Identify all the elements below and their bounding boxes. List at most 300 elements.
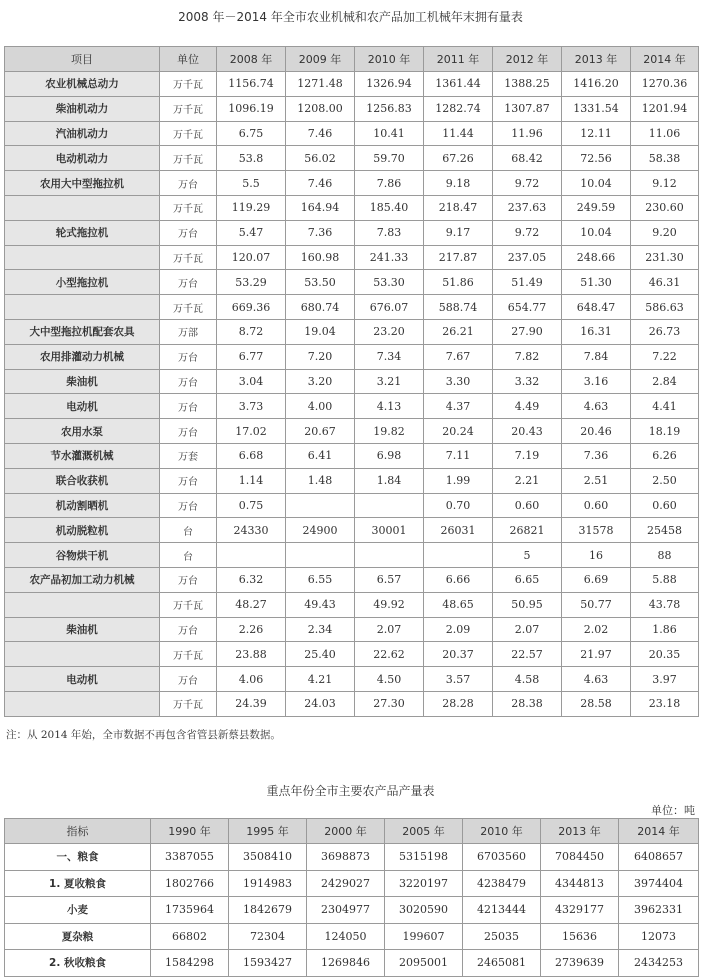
row-label: 轮式拖拉机 <box>5 220 160 245</box>
value-cell: 59.70 <box>355 146 424 171</box>
value-cell: 22.62 <box>355 642 424 667</box>
value-cell: 218.47 <box>424 195 493 220</box>
value-cell: 53.8 <box>217 146 286 171</box>
value-cell: 9.20 <box>631 220 699 245</box>
value-cell: 669.36 <box>217 295 286 320</box>
value-cell: 3.73 <box>217 394 286 419</box>
value-cell: 164.94 <box>286 195 355 220</box>
value-cell: 23.18 <box>631 691 699 716</box>
table-row <box>5 592 699 617</box>
row-label <box>5 642 160 667</box>
unit-cell: 万台 <box>160 394 217 419</box>
value-cell: 9.12 <box>631 171 699 196</box>
unit-cell: 万千瓦 <box>160 121 217 146</box>
value-cell: 9.72 <box>493 171 562 196</box>
column-header: 2010 年 <box>355 47 424 72</box>
value-cell: 11.06 <box>631 121 699 146</box>
value-cell: 53.30 <box>355 270 424 295</box>
value-cell: 1326.94 <box>355 72 424 97</box>
value-cell: 0.60 <box>562 493 631 518</box>
value-cell: 7.19 <box>493 443 562 468</box>
value-cell: 7.36 <box>562 443 631 468</box>
column-header: 2013 年 <box>541 819 619 844</box>
value-cell: 5.88 <box>631 567 699 592</box>
value-cell: 23.20 <box>355 319 424 344</box>
value-cell: 1842679 <box>229 897 307 924</box>
value-cell: 6.32 <box>217 567 286 592</box>
table-row <box>5 72 699 97</box>
crop-output-table <box>4 818 699 977</box>
value-cell: 4238479 <box>463 870 541 897</box>
value-cell: 20.37 <box>424 642 493 667</box>
value-cell: 6.98 <box>355 443 424 468</box>
value-cell: 22.57 <box>493 642 562 667</box>
value-cell: 7.84 <box>562 344 631 369</box>
table-row <box>5 691 699 716</box>
value-cell: 3.21 <box>355 369 424 394</box>
unit-cell: 万千瓦 <box>160 195 217 220</box>
table-row <box>5 923 699 950</box>
row-label: 农用大中型拖拉机 <box>5 171 160 196</box>
value-cell: 160.98 <box>286 245 355 270</box>
row-label: 机动脱粒机 <box>5 518 160 543</box>
value-cell: 20.43 <box>493 419 562 444</box>
value-cell: 7.20 <box>286 344 355 369</box>
value-cell: 1802766 <box>151 870 229 897</box>
table-row <box>5 344 699 369</box>
value-cell: 68.42 <box>493 146 562 171</box>
column-header: 2008 年 <box>217 47 286 72</box>
value-cell: 7084450 <box>541 844 619 871</box>
table-row <box>5 642 699 667</box>
value-cell: 4.00 <box>286 394 355 419</box>
unit-cell: 万台 <box>160 270 217 295</box>
value-cell: 3020590 <box>385 897 463 924</box>
row-label: 夏杂粮 <box>5 923 151 950</box>
table-row <box>5 493 699 518</box>
value-cell: 7.67 <box>424 344 493 369</box>
value-cell: 6.69 <box>562 567 631 592</box>
table-row <box>5 950 699 977</box>
value-cell: 1361.44 <box>424 72 493 97</box>
value-cell: 3.04 <box>217 369 286 394</box>
value-cell: 2304977 <box>307 897 385 924</box>
row-label: 大中型拖拉机配套农具 <box>5 319 160 344</box>
value-cell: 4.50 <box>355 667 424 692</box>
unit-cell: 台 <box>160 518 217 543</box>
value-cell: 6.41 <box>286 443 355 468</box>
table-row <box>5 245 699 270</box>
unit-cell: 万千瓦 <box>160 146 217 171</box>
row-label: 农业机械总动力 <box>5 72 160 97</box>
unit-cell: 万千瓦 <box>160 642 217 667</box>
table2-unit-label: 单位：吨 <box>651 804 695 817</box>
row-label: 谷物烘干机 <box>5 543 160 568</box>
value-cell: 48.65 <box>424 592 493 617</box>
value-cell: 4.13 <box>355 394 424 419</box>
value-cell: 11.96 <box>493 121 562 146</box>
value-cell: 67.26 <box>424 146 493 171</box>
value-cell: 2.07 <box>355 617 424 642</box>
value-cell: 7.22 <box>631 344 699 369</box>
value-cell: 26821 <box>493 518 562 543</box>
value-cell: 2.50 <box>631 468 699 493</box>
value-cell: 3974404 <box>619 870 699 897</box>
value-cell: 19.04 <box>286 319 355 344</box>
value-cell: 248.66 <box>562 245 631 270</box>
value-cell: 1331.54 <box>562 96 631 121</box>
unit-cell: 万千瓦 <box>160 96 217 121</box>
table-row <box>5 394 699 419</box>
value-cell: 5315198 <box>385 844 463 871</box>
value-cell: 28.28 <box>424 691 493 716</box>
value-cell: 0.60 <box>493 493 562 518</box>
row-label: 柴油机动力 <box>5 96 160 121</box>
value-cell: 9.17 <box>424 220 493 245</box>
value-cell: 28.38 <box>493 691 562 716</box>
row-label: 小麦 <box>5 897 151 924</box>
value-cell <box>424 543 493 568</box>
table1-header-row <box>5 47 699 72</box>
unit-cell: 万台 <box>160 344 217 369</box>
value-cell: 20.67 <box>286 419 355 444</box>
row-label: 节水灌溉机械 <box>5 443 160 468</box>
value-cell: 2.26 <box>217 617 286 642</box>
value-cell: 24.03 <box>286 691 355 716</box>
column-header: 2000 年 <box>307 819 385 844</box>
value-cell: 58.38 <box>631 146 699 171</box>
value-cell: 1201.94 <box>631 96 699 121</box>
value-cell: 2434253 <box>619 950 699 977</box>
value-cell: 15636 <box>541 923 619 950</box>
unit-cell: 万台 <box>160 419 217 444</box>
unit-cell: 万台 <box>160 617 217 642</box>
value-cell <box>355 543 424 568</box>
value-cell: 1156.74 <box>217 72 286 97</box>
row-label: 农用水泵 <box>5 419 160 444</box>
value-cell: 7.83 <box>355 220 424 245</box>
unit-cell: 万部 <box>160 319 217 344</box>
table-row <box>5 617 699 642</box>
value-cell: 4213444 <box>463 897 541 924</box>
table-row <box>5 96 699 121</box>
value-cell: 648.47 <box>562 295 631 320</box>
value-cell: 1.84 <box>355 468 424 493</box>
value-cell: 50.95 <box>493 592 562 617</box>
unit-cell: 万台 <box>160 493 217 518</box>
value-cell: 231.30 <box>631 245 699 270</box>
value-cell: 6703560 <box>463 844 541 871</box>
value-cell: 24.39 <box>217 691 286 716</box>
value-cell: 31578 <box>562 518 631 543</box>
table2-header-row <box>5 819 699 844</box>
value-cell: 6.55 <box>286 567 355 592</box>
value-cell: 16 <box>562 543 631 568</box>
value-cell: 0.75 <box>217 493 286 518</box>
value-cell: 9.72 <box>493 220 562 245</box>
value-cell: 3962331 <box>619 897 699 924</box>
value-cell: 1307.87 <box>493 96 562 121</box>
table-row <box>5 518 699 543</box>
value-cell: 2.09 <box>424 617 493 642</box>
value-cell: 2.51 <box>562 468 631 493</box>
value-cell: 8.72 <box>217 319 286 344</box>
value-cell: 1735964 <box>151 897 229 924</box>
table-row <box>5 870 699 897</box>
value-cell: 24900 <box>286 518 355 543</box>
table-row <box>5 295 699 320</box>
value-cell: 20.35 <box>631 642 699 667</box>
value-cell: 26031 <box>424 518 493 543</box>
value-cell: 2.21 <box>493 468 562 493</box>
row-label: 汽油机动力 <box>5 121 160 146</box>
value-cell: 676.07 <box>355 295 424 320</box>
value-cell: 10.04 <box>562 220 631 245</box>
table-row <box>5 667 699 692</box>
value-cell: 56.02 <box>286 146 355 171</box>
unit-cell: 万台 <box>160 468 217 493</box>
row-label: 农用排灌动力机械 <box>5 344 160 369</box>
value-cell: 6.77 <box>217 344 286 369</box>
value-cell: 7.86 <box>355 171 424 196</box>
value-cell: 3.16 <box>562 369 631 394</box>
column-header: 2014 年 <box>631 47 699 72</box>
value-cell: 3220197 <box>385 870 463 897</box>
value-cell: 18.19 <box>631 419 699 444</box>
value-cell: 23.88 <box>217 642 286 667</box>
column-header: 指标 <box>5 819 151 844</box>
value-cell: 586.63 <box>631 295 699 320</box>
row-label: 电动机 <box>5 667 160 692</box>
value-cell: 4329177 <box>541 897 619 924</box>
value-cell: 2465081 <box>463 950 541 977</box>
value-cell: 199607 <box>385 923 463 950</box>
column-header: 单位 <box>160 47 217 72</box>
value-cell: 1208.00 <box>286 96 355 121</box>
value-cell: 6.65 <box>493 567 562 592</box>
table-row <box>5 567 699 592</box>
row-label: 小型拖拉机 <box>5 270 160 295</box>
row-label: 联合收获机 <box>5 468 160 493</box>
value-cell: 10.04 <box>562 171 631 196</box>
value-cell: 88 <box>631 543 699 568</box>
value-cell: 2.34 <box>286 617 355 642</box>
column-header: 2005 年 <box>385 819 463 844</box>
value-cell: 0.60 <box>631 493 699 518</box>
value-cell: 49.43 <box>286 592 355 617</box>
value-cell: 0.70 <box>424 493 493 518</box>
value-cell: 241.33 <box>355 245 424 270</box>
value-cell: 2739639 <box>541 950 619 977</box>
value-cell: 1.99 <box>424 468 493 493</box>
column-header: 2012 年 <box>493 47 562 72</box>
value-cell: 6.26 <box>631 443 699 468</box>
unit-cell: 万台 <box>160 220 217 245</box>
value-cell: 5.5 <box>217 171 286 196</box>
value-cell: 51.30 <box>562 270 631 295</box>
value-cell: 27.90 <box>493 319 562 344</box>
value-cell: 12.11 <box>562 121 631 146</box>
column-header: 2011 年 <box>424 47 493 72</box>
table-row <box>5 319 699 344</box>
unit-cell: 万千瓦 <box>160 295 217 320</box>
value-cell: 16.31 <box>562 319 631 344</box>
row-label: 电动机动力 <box>5 146 160 171</box>
value-cell: 5.47 <box>217 220 286 245</box>
value-cell: 1282.74 <box>424 96 493 121</box>
value-cell: 7.82 <box>493 344 562 369</box>
value-cell: 3698873 <box>307 844 385 871</box>
table-row <box>5 443 699 468</box>
row-label: 电动机 <box>5 394 160 419</box>
value-cell: 9.18 <box>424 171 493 196</box>
value-cell: 11.44 <box>424 121 493 146</box>
value-cell: 4.37 <box>424 394 493 419</box>
table-row <box>5 844 699 871</box>
value-cell: 2095001 <box>385 950 463 977</box>
value-cell <box>217 543 286 568</box>
value-cell: 26.73 <box>631 319 699 344</box>
row-label: 一、粮食 <box>5 844 151 871</box>
value-cell: 4.58 <box>493 667 562 692</box>
value-cell <box>286 493 355 518</box>
unit-cell: 万千瓦 <box>160 72 217 97</box>
value-cell: 72.56 <box>562 146 631 171</box>
table-row <box>5 220 699 245</box>
column-header: 2009 年 <box>286 47 355 72</box>
value-cell: 237.63 <box>493 195 562 220</box>
value-cell: 4.21 <box>286 667 355 692</box>
value-cell: 19.82 <box>355 419 424 444</box>
value-cell: 3508410 <box>229 844 307 871</box>
table1-note: 注：从 2014 年始，全市数据不再包含省管县新蔡县数据。 <box>6 729 281 741</box>
value-cell: 230.60 <box>631 195 699 220</box>
value-cell: 6.57 <box>355 567 424 592</box>
value-cell: 217.87 <box>424 245 493 270</box>
value-cell: 27.30 <box>355 691 424 716</box>
value-cell: 1096.19 <box>217 96 286 121</box>
value-cell: 2.07 <box>493 617 562 642</box>
table1-title: 2008 年－2014 年全市农业机械和农产品加工机械年末拥有量表 <box>178 10 523 24</box>
value-cell: 185.40 <box>355 195 424 220</box>
unit-cell: 万台 <box>160 369 217 394</box>
value-cell: 237.05 <box>493 245 562 270</box>
value-cell: 3.30 <box>424 369 493 394</box>
value-cell: 6.75 <box>217 121 286 146</box>
unit-cell: 万台 <box>160 667 217 692</box>
row-label <box>5 295 160 320</box>
row-label <box>5 592 160 617</box>
value-cell: 7.36 <box>286 220 355 245</box>
unit-cell: 万台 <box>160 567 217 592</box>
row-label <box>5 195 160 220</box>
value-cell: 3.97 <box>631 667 699 692</box>
value-cell: 588.74 <box>424 295 493 320</box>
value-cell: 4.63 <box>562 667 631 692</box>
column-header: 项目 <box>5 47 160 72</box>
value-cell: 2.84 <box>631 369 699 394</box>
table2-title: 重点年份全市主要农产品产量表 <box>266 784 435 798</box>
unit-cell: 万套 <box>160 443 217 468</box>
value-cell: 4.06 <box>217 667 286 692</box>
value-cell: 26.21 <box>424 319 493 344</box>
value-cell: 6408657 <box>619 844 699 871</box>
value-cell: 28.58 <box>562 691 631 716</box>
value-cell: 1416.20 <box>562 72 631 97</box>
value-cell: 20.46 <box>562 419 631 444</box>
value-cell: 1269846 <box>307 950 385 977</box>
value-cell: 25.40 <box>286 642 355 667</box>
value-cell: 46.31 <box>631 270 699 295</box>
column-header: 1990 年 <box>151 819 229 844</box>
row-label: 机动割晒机 <box>5 493 160 518</box>
row-label: 1. 夏收粮食 <box>5 870 151 897</box>
value-cell: 7.34 <box>355 344 424 369</box>
table-row <box>5 419 699 444</box>
column-header: 2013 年 <box>562 47 631 72</box>
value-cell: 680.74 <box>286 295 355 320</box>
value-cell: 1.14 <box>217 468 286 493</box>
value-cell: 2429027 <box>307 870 385 897</box>
value-cell: 2.02 <box>562 617 631 642</box>
unit-cell: 万千瓦 <box>160 691 217 716</box>
table-row <box>5 897 699 924</box>
table-row <box>5 468 699 493</box>
value-cell: 6.68 <box>217 443 286 468</box>
row-label <box>5 245 160 270</box>
value-cell: 5 <box>493 543 562 568</box>
value-cell <box>286 543 355 568</box>
column-header: 2014 年 <box>619 819 699 844</box>
value-cell: 1271.48 <box>286 72 355 97</box>
value-cell: 3.20 <box>286 369 355 394</box>
value-cell: 25458 <box>631 518 699 543</box>
value-cell: 1914983 <box>229 870 307 897</box>
value-cell: 4.41 <box>631 394 699 419</box>
value-cell: 124050 <box>307 923 385 950</box>
value-cell: 12073 <box>619 923 699 950</box>
column-header: 1995 年 <box>229 819 307 844</box>
table-row <box>5 195 699 220</box>
value-cell: 49.92 <box>355 592 424 617</box>
row-label: 柴油机 <box>5 369 160 394</box>
row-label <box>5 691 160 716</box>
value-cell: 72304 <box>229 923 307 950</box>
value-cell: 3.32 <box>493 369 562 394</box>
value-cell: 119.29 <box>217 195 286 220</box>
value-cell: 654.77 <box>493 295 562 320</box>
value-cell: 120.07 <box>217 245 286 270</box>
value-cell: 53.29 <box>217 270 286 295</box>
value-cell: 7.46 <box>286 121 355 146</box>
value-cell: 51.86 <box>424 270 493 295</box>
value-cell: 3387055 <box>151 844 229 871</box>
table-row <box>5 270 699 295</box>
table-row <box>5 543 699 568</box>
value-cell: 66802 <box>151 923 229 950</box>
value-cell: 48.27 <box>217 592 286 617</box>
value-cell: 3.57 <box>424 667 493 692</box>
value-cell: 25035 <box>463 923 541 950</box>
value-cell: 51.49 <box>493 270 562 295</box>
unit-cell: 万千瓦 <box>160 245 217 270</box>
table-row <box>5 146 699 171</box>
value-cell: 1593427 <box>229 950 307 977</box>
value-cell: 21.97 <box>562 642 631 667</box>
value-cell: 20.24 <box>424 419 493 444</box>
row-label: 2. 秋收粮食 <box>5 950 151 977</box>
value-cell: 4.49 <box>493 394 562 419</box>
